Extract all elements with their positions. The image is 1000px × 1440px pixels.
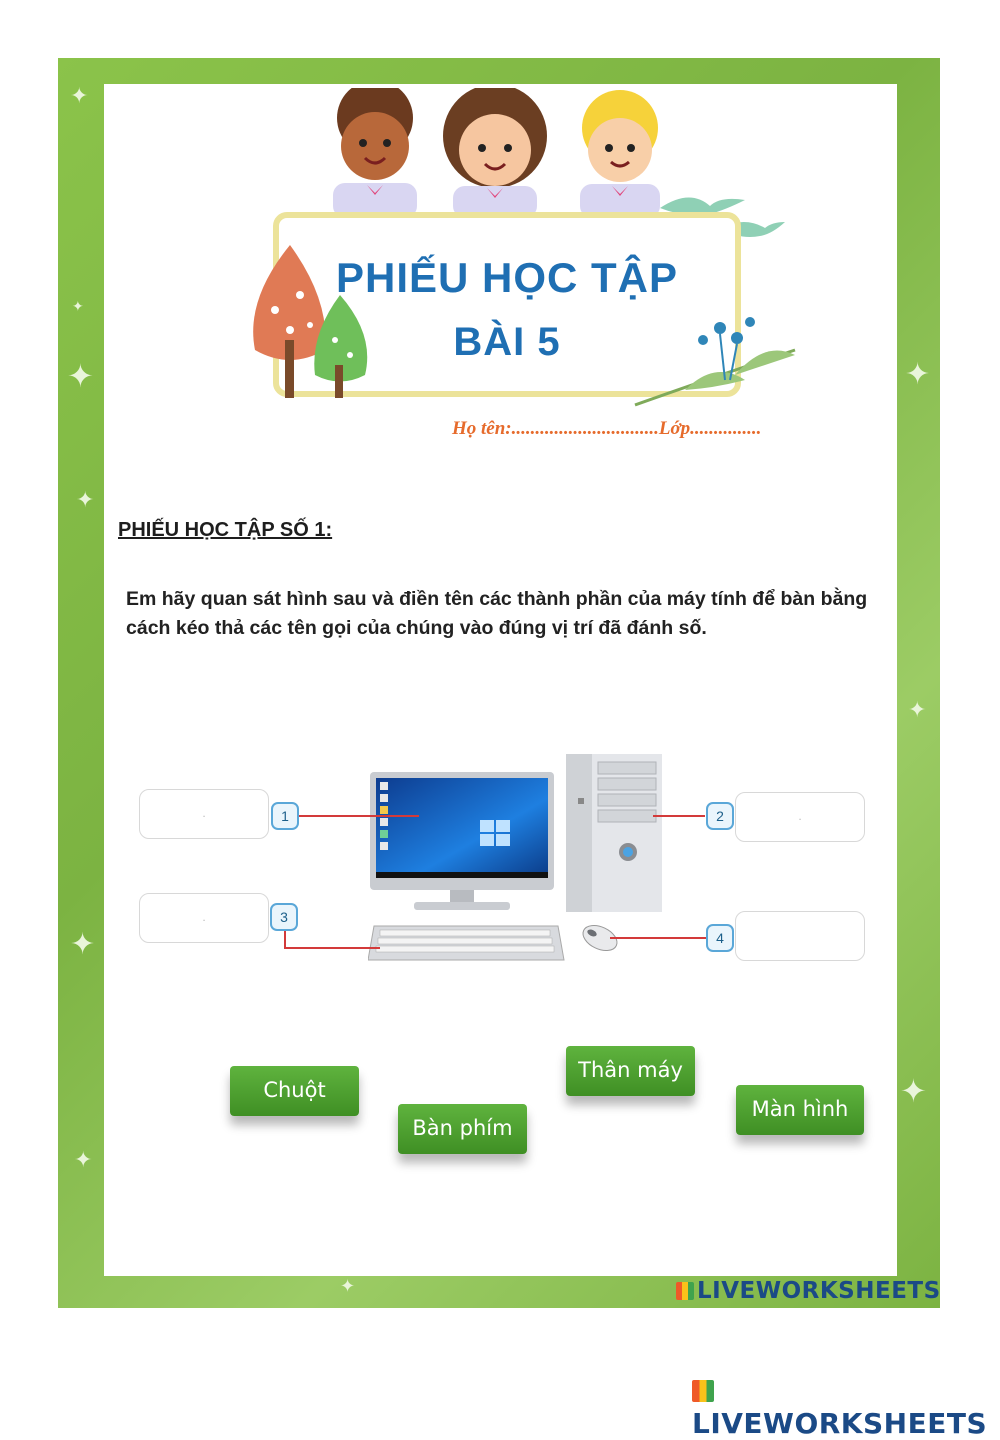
chip-man-hinh[interactable]: Màn hình <box>736 1085 864 1135</box>
callout-number-3: 3 <box>270 903 298 931</box>
drop-box-1[interactable]: . <box>139 789 269 839</box>
callout-arrow-3 <box>284 947 380 949</box>
callout-arrow-2 <box>653 815 705 817</box>
sparkle-icon: ✦ <box>76 488 95 513</box>
brand-logo-inner <box>676 1278 941 1304</box>
sparkle-icon: ✦ <box>70 927 96 962</box>
callout-number-1: 1 <box>271 802 299 830</box>
callout-arrow-4 <box>610 937 706 939</box>
desktop-computer-illustration <box>368 748 668 968</box>
sparkle-icon: ✦ <box>340 1276 356 1297</box>
worksheet-title: PHIẾU HỌC TẬP <box>335 254 679 301</box>
liveworksheets-logo-icon <box>692 1380 714 1402</box>
callout-arrow-1 <box>299 815 419 817</box>
drop-box-2[interactable]: . <box>735 792 865 842</box>
plants-illustration <box>625 310 810 415</box>
brand-logo-outer <box>692 1374 1000 1440</box>
children-illustration <box>305 88 685 218</box>
brand-text-inner: LIVEWORKSHEETS <box>697 1278 941 1304</box>
drop-box-3[interactable]: . <box>139 893 269 943</box>
sparkle-icon: ✦ <box>67 357 94 395</box>
sparkle-icon: ✦ <box>74 1148 93 1173</box>
sparkle-icon: ✦ <box>72 299 84 315</box>
callout-line-3 <box>284 930 286 948</box>
brand-text-outer: LIVEWORKSHEETS <box>692 1407 988 1440</box>
callout-number-4: 4 <box>706 924 734 952</box>
drop-box-4[interactable] <box>735 911 865 961</box>
callout-number-2: 2 <box>706 802 734 830</box>
trees-illustration <box>235 240 385 400</box>
sparkle-icon: ✦ <box>900 1072 927 1110</box>
sparkle-icon: ✦ <box>908 698 927 723</box>
lesson-title: BÀI 5 <box>453 320 561 364</box>
instruction-text: Em hãy quan sát hình sau và điền tên các thành phần của máy tính để bàn bằng cách kéo thả các tên gọi của chúng vào đúng vị trí đã đánh số. <box>126 588 868 639</box>
sparkle-icon: ✦ <box>905 357 931 392</box>
chip-ban-phim[interactable]: Bàn phím <box>398 1104 527 1154</box>
sparkle-icon: ✦ <box>70 84 89 109</box>
section-title: PHIẾU HỌC TẬP SỐ 1: <box>118 519 333 541</box>
liveworksheets-logo-icon <box>676 1282 694 1300</box>
name-class-field: Họ tên:...............................Lớp............... <box>452 418 762 439</box>
chip-than-may[interactable]: Thân máy <box>566 1046 695 1096</box>
chip-chuot[interactable]: Chuột <box>230 1066 359 1116</box>
